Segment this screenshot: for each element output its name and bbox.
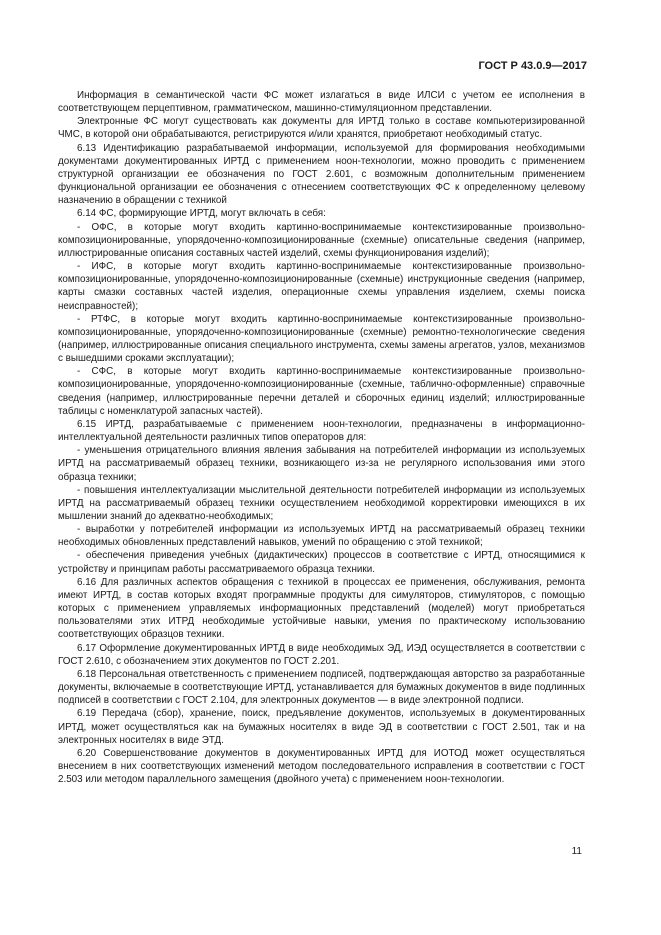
list-item: - СФС, в которые могут входить картинно-воспринимаемые контекстизированные произвольно-композиционированные, упорядоченно-композиционированные (схемные, таблично-оформленные) справочные сведения (например, иллюстрированные перечни деталей и сборочных единиц изделий; иллюстрированные таблицы с номенклатурой запасных частей).	[58, 366, 585, 417]
page-number: 11	[571, 846, 582, 857]
list-item: - уменьшения отрицательного влияния явления забывания на потребителей информации из используемых ИРТД на рассматриваемый образец техники, возникающего из-за не регулярного использования ими этого образца техники;	[58, 445, 585, 483]
paragraph: 6.14 ФС, формирующие ИРТД, могут включать в себя:	[77, 208, 326, 220]
list-item: - ИФС, в которые могут входить картинно-воспринимаемые контекстизированные произвольно-композиционированные, упорядоченно-композиционированные (схемные) инструкционные сведения (например, карты смазки составных частей изделия, операционные схемы управления изделием, схемы поиска неисправностей);	[58, 261, 585, 312]
list-item: - РТФС, в которые могут входить картинно-воспринимаемые контекстизированные произвольно-композиционированные, упорядоченно-композиционированные (схемные) ремонтно-технологические сведения (например, иллюстрированные описания специального инструмента, схемы замены агрегатов, узлов, механизмов с вышедшими сроками эксплуатации);	[58, 313, 585, 365]
paragraph: 6.19 Передача (сбор), хранение, поиск, предъявление документов, используемых в документированных ИРТД, может осуществляться как на бумажных носителях в виде ЭД в соответствии с ГОСТ 2.501, так и на электронных носителях в виде ЭТД.	[58, 708, 585, 746]
paragraph: 6.17 Оформление документированных ИРТД в виде необходимых ЭД, ИЭД осуществляется в соответствии с ГОСТ 2.610, с обозначением этих документов по ГОСТ 2.201.	[58, 642, 585, 667]
paragraph: 6.16 Для различных аспектов обращения с техникой в процессах ее применения, обслуживания, ремонта имеют ИРТД, в состав которых входят программные продукты для симуляторов, стимуляторов, с помощью которых с применением управляемых информационных представлений (моделей) могут приобретаться пользователями этих ИТРД необходимые устойчивые навыки, умения по практическому использованию соответствующих образцов техники.	[58, 576, 585, 641]
paragraph: Электронные ФС могут существовать как документы для ИРТД только в составе компьютеризированной ЧМС, в которой они обрабатываются, регистрируются и/или хранятся, приобретают необходимый статус.	[58, 116, 585, 141]
list-item: - ОФС, в которые могут входить картинно-воспринимаемые контекстизированные произвольно-композиционированные, упорядоченно-композиционированные (схемные) описательные сведения (например, иллюстрированные описания составных частей изделий, схемы функционирования изделий);	[58, 221, 585, 259]
list-item: - обеспечения приведения учебных (дидактических) процессов в соответствие с ИРТД, относящимися к устройству и принципам работы рассматриваемого образца техники.	[58, 550, 585, 575]
document-code: ГОСТ Р 43.0.9—2017	[478, 60, 587, 72]
document-body	[58, 89, 585, 786]
paragraph: Информация в семантической части ФС может излагаться в виде ИЛСИ с учетом ее исполнения в соответствующем перцептивном, грамматическом, машинно-стимуляционном представлении.	[58, 90, 585, 115]
paragraph: 6.13 Идентификацию разрабатываемой информации, используемой для формирования необходимыми документами документированных ИРТД с применением ноон-технологии, можно проводить с применением структурной организации ее обозначения по ГОСТ 2.601, с возможным дополнительным применением функциональной организации ее обозначения с отнесением соответствующих ФС к определенному целевому назначению в обращении с техникой	[58, 142, 585, 207]
list-item: - выработки у потребителей информации из используемых ИРТД на рассматриваемый образец техники необходимых обновленных представлений навыков, умений по обращению с этой техникой;	[58, 524, 585, 549]
list-item: - повышения интеллектуализации мыслительной деятельности потребителей информации из используемых ИРТД на рассматриваемый образец техники осуществлением необходимой корректировки имеющихся в их мышлении знаний до адекватно-необходимых;	[58, 484, 585, 522]
paragraph: 6.20 Совершенствование документов в документированных ИРТД для ИОТОД может осуществляться внесением в них соответствующих изменений методом последовательного исправления в соответствии с ГОСТ 2.503 или методом параллельного замещения (двойного учета) с применением ноон-технологии.	[58, 747, 585, 786]
paragraph: 6.15 ИРТД, разрабатываемые с применением ноон-технологии, предназначены в информационно-интеллектуальной деятельности различных типов операторов для:	[58, 418, 585, 444]
paragraph: 6.18 Персональная ответственность с применением подписей, подтверждающая авторство за разработанные документы, включаемые в соответствующие ИРТД, устанавливается для бумажных документов в виде подлинных подписей в соответствии с ГОСТ 2.104, для электронных документов — в виде электронной подписи.	[58, 668, 585, 707]
